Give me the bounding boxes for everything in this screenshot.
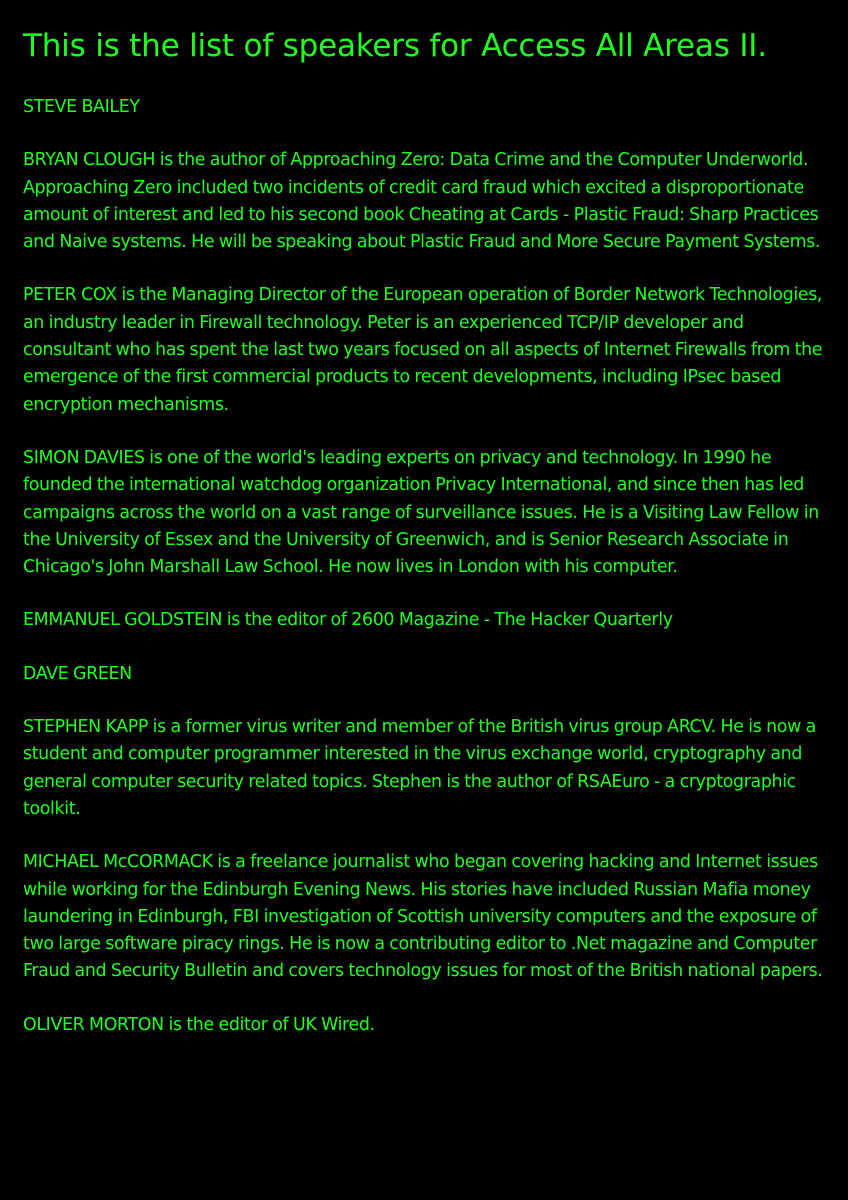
speaker-steve-bailey: STEVE BAILEY (23, 97, 140, 117)
page-title: This is the list of speakers for Access All Areas II. (23, 28, 767, 64)
speaker-emmanuel-goldstein: EMMANUEL GOLDSTEIN is the editor of 2600 Magazine - The Hacker Quarterly (23, 610, 673, 631)
document-page (23, 26, 828, 1065)
speaker-peter-cox: PETER COX is the Managing Director of the European operation of Border Network Technologies, an industry leader in Firewall technology. Peter is an experienced TCP/IP developer and consultant who has spent the last two years focused on all aspects of Internet Firewalls from the emergence of the first commercial products to recent developments, including IPsec based encryption mechanisms. (23, 285, 823, 415)
speaker-dave-green: DAVE GREEN (23, 663, 132, 684)
speaker-oliver-morton: OLIVER MORTON is the editor of UK Wired. (23, 1014, 375, 1035)
speaker-stephen-kapp: STEPHEN KAPP is a former virus writer and member of the British virus group ARCV. He is now a student and computer programmer interested in the virus exchange world, cryptography and general computer security related topics. Stephen is the author of RSAEuro - a cryptographic toolkit. (23, 717, 816, 819)
speaker-michael-mccormack: MICHAEL McCORMACK is a freelance journalist who began covering hacking and Internet issues while working for the Edinburgh Evening News. His stories have included Russian Mafia money laundering in Edinburgh, FBI investigation of Scottish university computers and the exposure of two large software piracy rings. He is now a contributing editor to .Net magazine and Computer Fraud and Security Bulletin and covers technology issues for most of the British national papers. (23, 852, 823, 982)
speaker-simon-davies: SIMON DAVIES is one of the world's leading experts on privacy and technology. In 1990 he founded the international watchdog organization Privacy International, and since then has led campaigns across the world on a vast range of surveillance issues. He is a Visiting Law Fellow in the University of Essex and the University of Greenwich, and is Senior Research Associate in Chicago's John Marshall Law School. He now lives in London with his computer. (23, 447, 819, 578)
speaker-bryan-clough: BRYAN CLOUGH is the author of Approaching Zero: Data Crime and the Computer Underworld. Approaching Zero included two incidents of credit card fraud which excited a disproportionate amount of interest and led to his second book Cheating at Cards - Plastic Fraud: Sharp Practices and Naive systems. He will be speaking about Plastic Fraud and More Secure Payment Systems. (23, 150, 821, 253)
